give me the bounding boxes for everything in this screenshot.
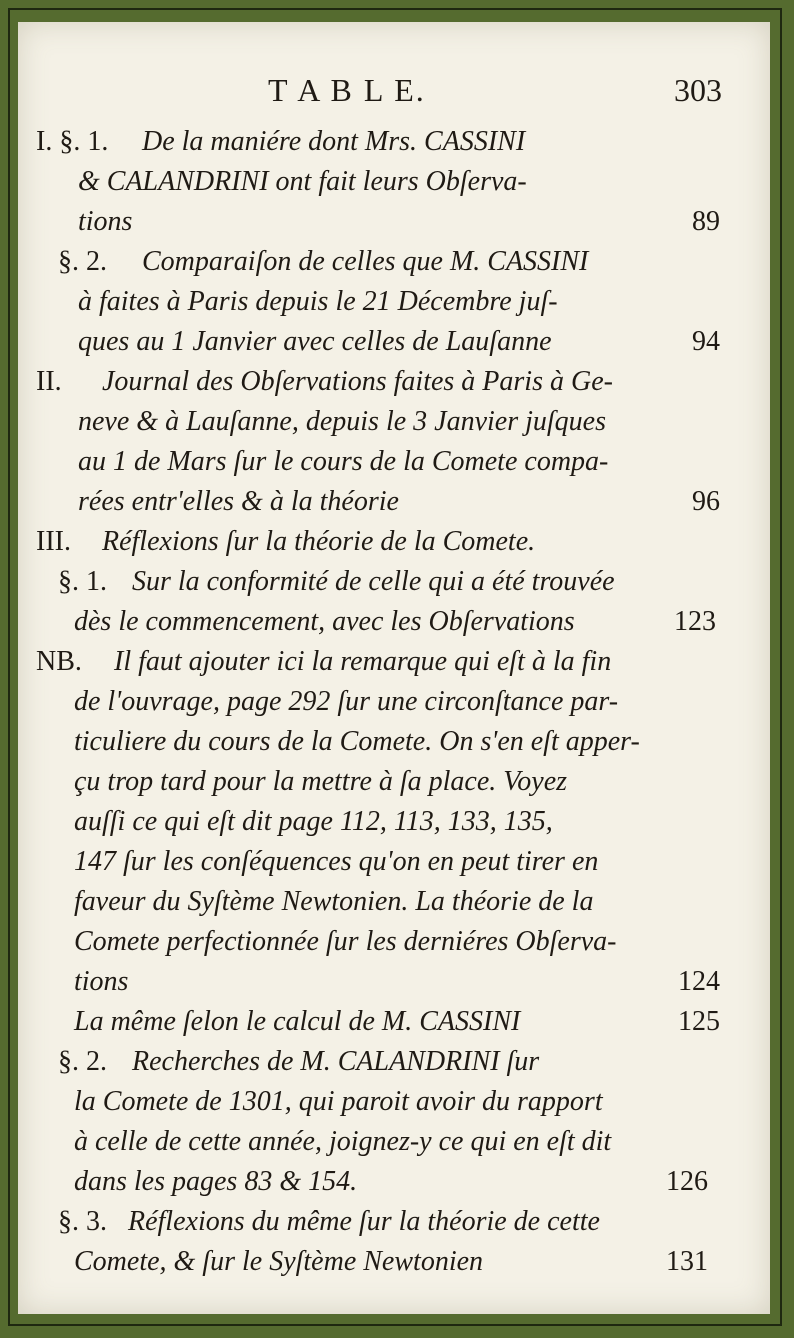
page-header <box>18 68 770 112</box>
entry-line <box>18 162 770 202</box>
entry-line <box>18 122 770 162</box>
entry-line <box>18 642 770 682</box>
entry-text: & CALANDRINI ont fait leurs Obſerva- <box>78 166 527 197</box>
entry-marker: III. <box>36 526 71 557</box>
entry-text: Comete, & ſur le Syſtème Newtonien <box>74 1246 484 1277</box>
entry-line <box>18 1162 770 1202</box>
entry-marker: §. 2. <box>58 1046 107 1077</box>
entry-text: La même ſelon le calcul de M. CASSINI <box>74 1006 521 1037</box>
entry-text: faveur du Syſtème Newtonien. La théorie de la <box>74 886 594 917</box>
entry-line <box>18 1242 770 1282</box>
entry-text: tions <box>78 206 133 237</box>
entry-text: à faites à Paris depuis le 21 Décembre juſ- <box>78 286 558 317</box>
entry-page: 126 <box>666 1166 708 1197</box>
entry-line <box>18 602 770 642</box>
entry-text: de l'ouvrage, page 292 ſur une circonſtance par- <box>74 686 619 717</box>
entry-line <box>18 202 770 242</box>
entry-text: neve & à Lauſanne, depuis le 3 Janvier juſques <box>78 406 606 437</box>
entry-text: Réflexions ſur la théorie de la Comete. <box>102 526 536 557</box>
entry-line <box>18 1082 770 1122</box>
entry-text: ques au 1 Janvier avec celles de Lauſanne <box>78 326 552 357</box>
entry-line <box>18 442 770 482</box>
entry-line <box>18 1202 770 1242</box>
entry-text: la Comete de 1301, qui paroit avoir du rapport <box>74 1086 603 1117</box>
entry-line <box>18 242 770 282</box>
entry-line <box>18 722 770 762</box>
entry-line <box>18 762 770 802</box>
book-page <box>18 22 770 1314</box>
entry-text: au 1 de Mars ſur le cours de la Comete compa- <box>78 446 609 477</box>
entry-marker: I. §. 1. <box>36 126 109 157</box>
entry-line <box>18 482 770 522</box>
entry-text: Réflexions du même ſur la théorie de cette <box>128 1206 600 1237</box>
page-number: 303 <box>674 72 722 108</box>
entry-line <box>18 402 770 442</box>
entry-line <box>18 322 770 362</box>
entry-page: 131 <box>666 1246 708 1277</box>
entry-line <box>18 1042 770 1082</box>
entry-text: De la maniére dont Mrs. CASSINI <box>142 126 526 157</box>
entry-page: 89 <box>692 206 720 237</box>
entry-page: 94 <box>692 326 720 357</box>
entry-line <box>18 522 770 562</box>
entry-marker: §. 1. <box>58 566 107 597</box>
entry-text: Il faut ajouter ici la remarque qui eſt à la fin <box>114 646 612 677</box>
entry-text: Comete perfectionnée ſur les derniéres Obſerva- <box>74 926 617 957</box>
entry-line <box>18 682 770 722</box>
entry-marker: §. 2. <box>58 246 107 277</box>
page-title: T A B L E. <box>268 72 426 108</box>
entry-page: 125 <box>678 1006 720 1037</box>
entry-text: dès le commencement, avec les Obſervations <box>74 606 575 637</box>
entry-text: Sur la conformité de celle qui a été trouvée <box>132 566 615 597</box>
entry-text: rées entr'elles & à la théorie <box>78 486 399 517</box>
entry-text: çu trop tard pour la mettre à ſa place. Voyez <box>74 766 568 797</box>
entry-marker: NB. <box>36 646 82 677</box>
entry-text: Recherches de M. CALANDRINI ſur <box>132 1046 540 1077</box>
entry-text: tions <box>74 966 129 997</box>
entry-line <box>18 362 770 402</box>
entry-text: 147 ſur les conſéquences qu'on en peut tirer en <box>74 846 599 877</box>
entry-page: 96 <box>692 486 720 517</box>
entry-page: 124 <box>678 966 720 997</box>
entry-line <box>18 962 770 1002</box>
entry-line <box>18 922 770 962</box>
entry-line <box>18 1002 770 1042</box>
entry-line <box>18 1122 770 1162</box>
entry-text: à celle de cette année, joignez-y ce qui en eſt dit <box>74 1126 612 1157</box>
entry-text: Comparaiſon de celles que M. CASSINI <box>142 246 589 277</box>
entry-marker: §. 3. <box>58 1206 107 1237</box>
entry-text: dans les pages 83 & 154. <box>74 1166 358 1197</box>
entry-line <box>18 882 770 922</box>
entry-page: 123 <box>674 606 716 637</box>
entry-text: Journal des Obſervations faites à Paris à Ge- <box>102 366 613 397</box>
entry-marker: II. <box>36 366 62 397</box>
entry-text: ticuliere du cours de la Comete. On s'en eſt apper- <box>74 726 640 757</box>
entry-text: auſſi ce qui eſt dit page 112, 113, 133, 135, <box>74 806 553 837</box>
entry-line <box>18 802 770 842</box>
entry-line <box>18 562 770 602</box>
entry-line <box>18 842 770 882</box>
entry-line <box>18 282 770 322</box>
